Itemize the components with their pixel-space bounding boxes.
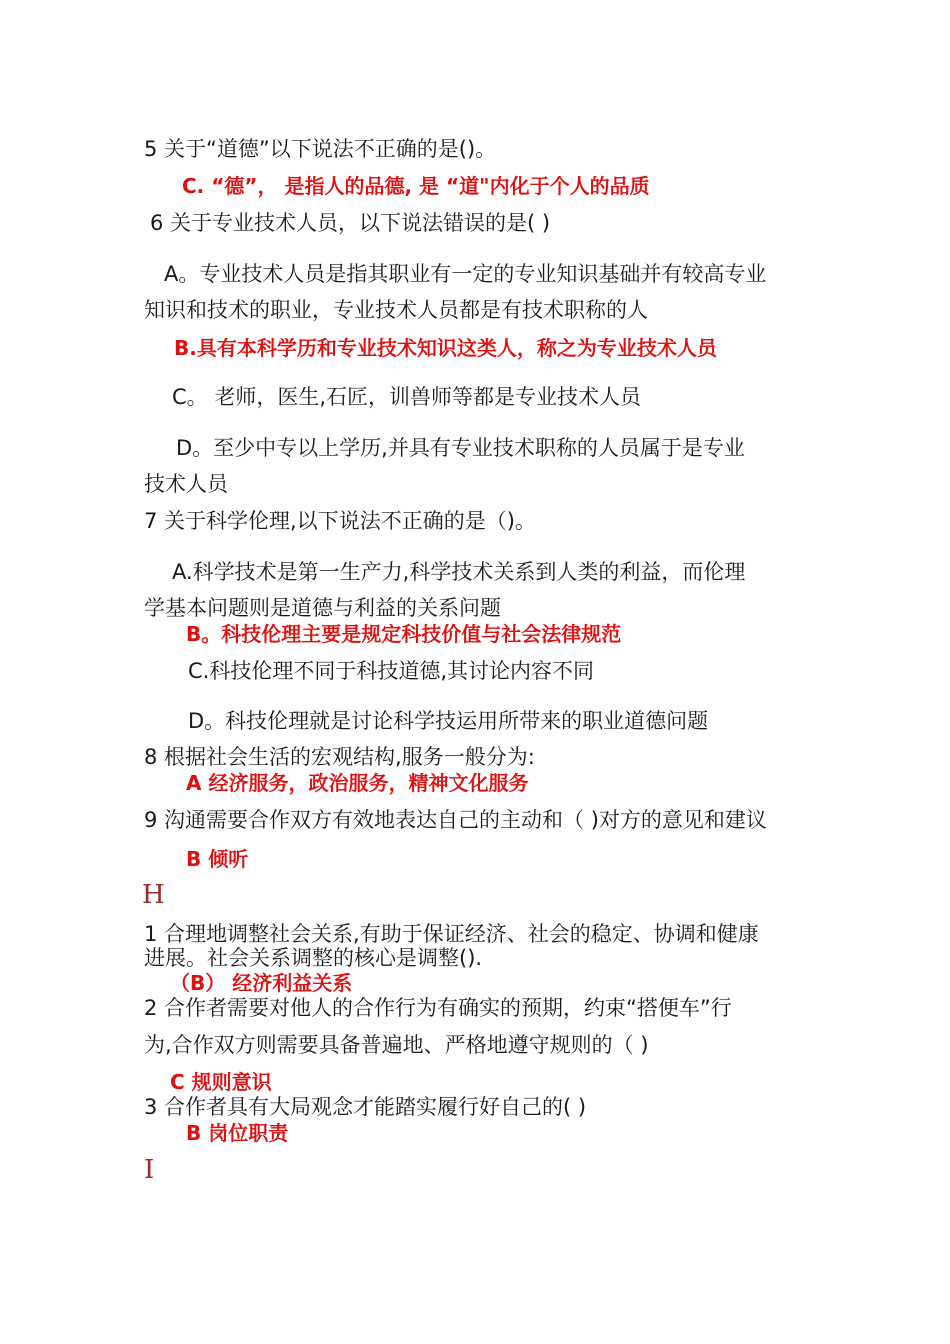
answer-9: B 倾听 bbox=[186, 847, 249, 871]
question-7-option-a-line1: A.科学技术是第一生产力,科学技术关系到人类的利益，而伦理 bbox=[172, 560, 746, 584]
answer-7: B。科技伦理主要是规定科技价值与社会法律规范 bbox=[186, 622, 622, 646]
question-h1-line1: 1 合理地调整社会关系,有助于保证经济、社会的稳定、协调和健康 bbox=[144, 922, 759, 946]
answer-6: B.具有本科学历和专业技术知识这类人，称之为专业技术人员 bbox=[174, 336, 717, 360]
section-heading-h: H bbox=[142, 880, 165, 910]
question-h1-line2: 进展。社会关系调整的核心是调整(). bbox=[144, 946, 483, 970]
answer-5: C. “德”， 是指人的品德, 是 “道"内化于个人的品质 bbox=[182, 174, 650, 198]
answer-h3: B 岗位职责 bbox=[186, 1121, 289, 1145]
question-7-option-d: D。科技伦理就是讨论科学技运用所带来的职业道德问题 bbox=[188, 709, 709, 733]
question-5: 5 关于“道德”以下说法不正确的是()。 bbox=[144, 137, 497, 161]
answer-h1: （B） 经济利益关系 bbox=[170, 971, 353, 995]
question-9: 9 沟通需要合作双方有效地表达自己的主动和（ )对方的意见和建议 bbox=[144, 808, 767, 832]
answer-8: A 经济服务，政治服务，精神文化服务 bbox=[186, 771, 529, 795]
answer-h2: C 规则意识 bbox=[170, 1070, 272, 1094]
question-6: 6 关于专业技术人员，以下说法错误的是( ) bbox=[150, 211, 551, 235]
question-7-option-c: C.科技伦理不同于科技道德,其讨论内容不同 bbox=[188, 659, 595, 683]
question-8: 8 根据社会生活的宏观结构,服务一般分为: bbox=[144, 745, 535, 769]
question-6-option-a-line2: 知识和技术的职业，专业技术人员都是有技术职称的人 bbox=[144, 298, 648, 322]
question-6-option-d-line2: 技术人员 bbox=[144, 472, 228, 496]
question-6-option-a-line1: A。专业技术人员是指其职业有一定的专业知识基础并有较高专业 bbox=[164, 262, 767, 286]
question-h2-line2: 为,合作双方则需要具备普遍地、严格地遵守规则的（ ) bbox=[144, 1033, 649, 1057]
question-7: 7 关于科学伦理,以下说法不正确的是（)。 bbox=[144, 509, 536, 533]
question-7-option-a-line2: 学基本问题则是道德与利益的关系问题 bbox=[144, 596, 501, 620]
question-h2-line1: 2 合作者需要对他人的合作行为有确实的预期，约束“搭便车”行 bbox=[144, 996, 732, 1020]
section-heading-i: I bbox=[144, 1155, 155, 1185]
question-6-option-c: C。 老师，医生,石匠，训兽师等都是专业技术人员 bbox=[172, 385, 642, 409]
question-h3: 3 合作者具有大局观念才能踏实履行好自己的( ) bbox=[144, 1095, 587, 1119]
question-6-option-d-line1: D。至少中专以上学历,并具有专业技术职称的人员属于是专业 bbox=[176, 436, 745, 460]
